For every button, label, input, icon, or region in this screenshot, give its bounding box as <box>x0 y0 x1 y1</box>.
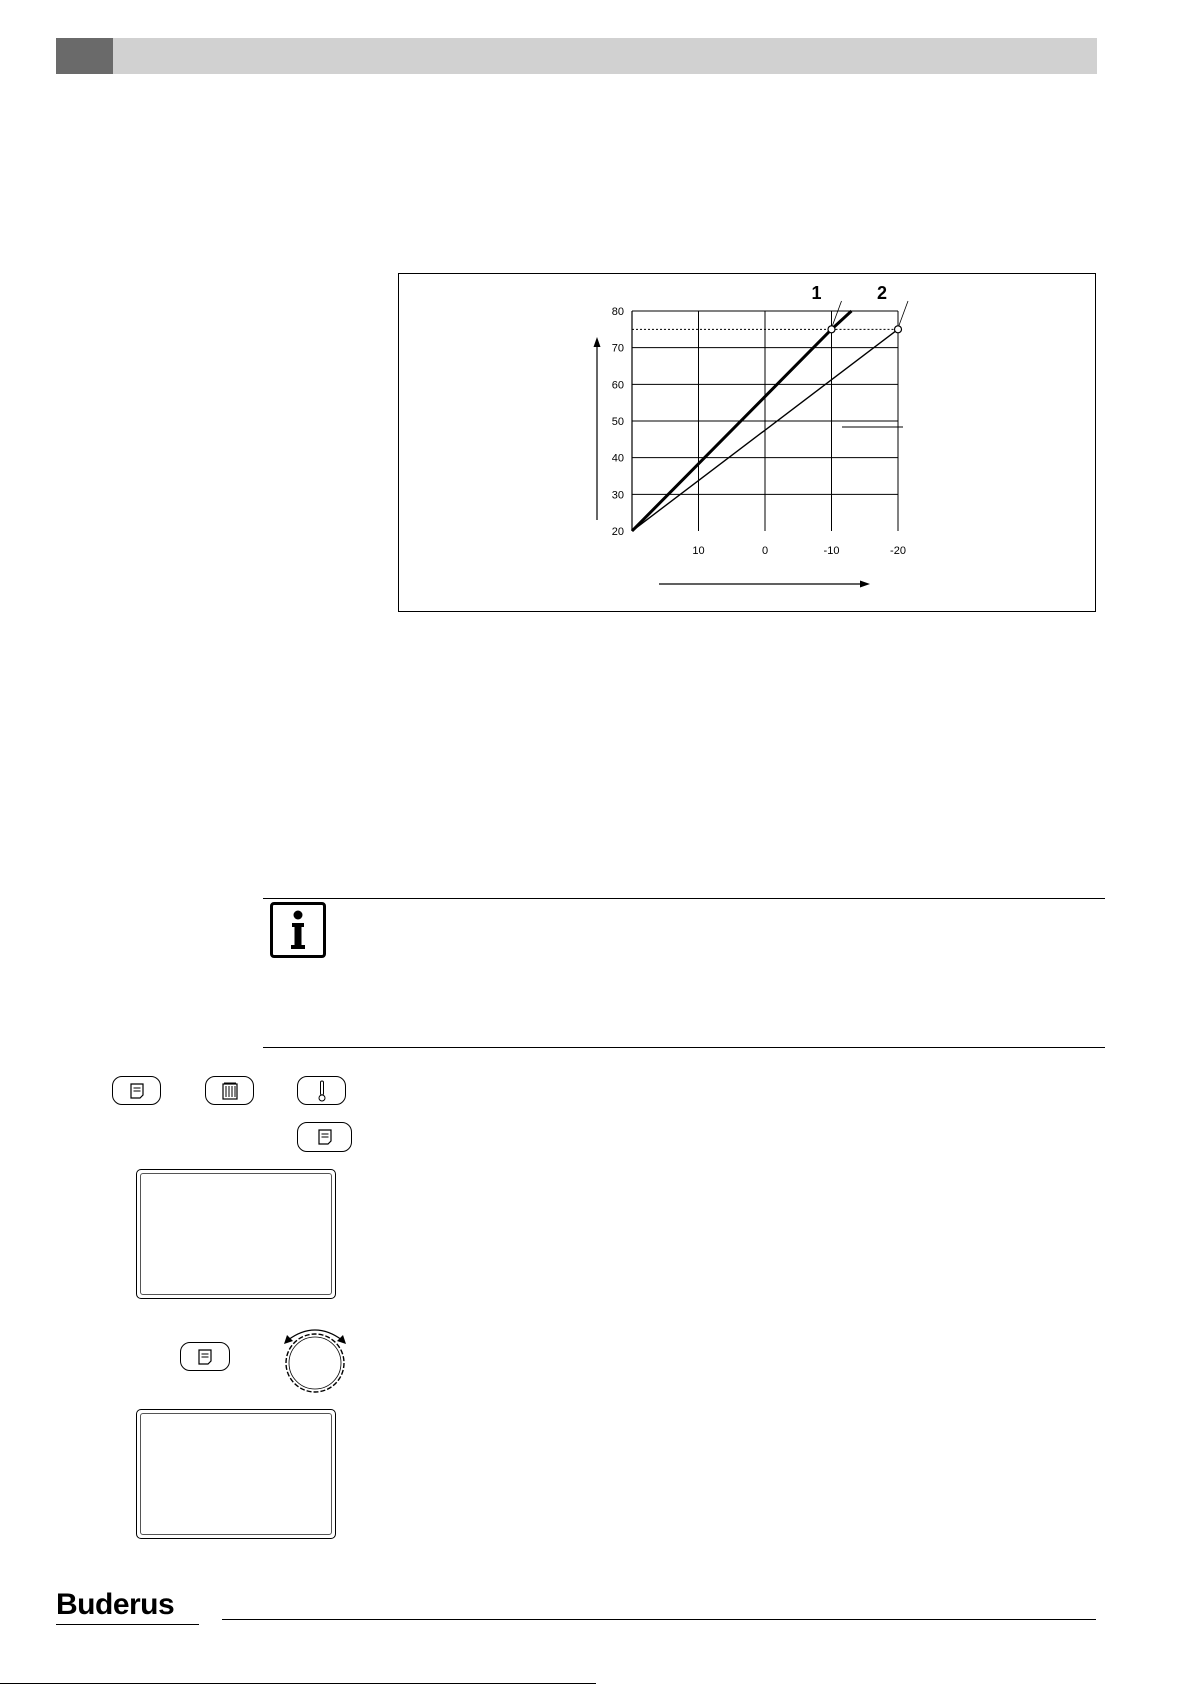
x-axis-arrowhead <box>860 581 870 588</box>
x-tick-label: 10 <box>692 545 705 557</box>
callout-label-1: 1 <box>811 283 822 303</box>
y-axis-arrowhead <box>594 337 601 347</box>
curve-point-1 <box>828 326 835 333</box>
logo-underline <box>56 1624 199 1625</box>
y-tick-label: 20 <box>611 526 624 538</box>
x-tick-label: -10 <box>823 545 840 557</box>
brand-logo: Buderus <box>56 1588 175 1621</box>
page-edge-rule <box>0 1683 596 1684</box>
y-tick-label: 70 <box>611 342 624 355</box>
info-top-rule <box>263 898 1105 899</box>
heating-circuit-key-icon[interactable] <box>205 1076 254 1105</box>
y-tick-label: 50 <box>611 416 624 428</box>
info-icon <box>270 902 326 958</box>
menu-key-icon[interactable] <box>112 1076 161 1105</box>
display-screen <box>136 1409 336 1539</box>
curve-point-2 <box>895 326 902 333</box>
x-tick-label: 0 <box>761 545 769 557</box>
rotary-knob-icon[interactable] <box>274 1326 354 1396</box>
y-tick-label: 60 <box>611 379 624 392</box>
y-tick-label: 80 <box>611 306 624 318</box>
footer-rule <box>222 1619 1096 1620</box>
temperature-key-icon[interactable] <box>297 1076 346 1105</box>
info-bottom-rule <box>263 1047 1105 1048</box>
callout-leader-2 <box>899 301 908 325</box>
callout-label-2: 2 <box>877 283 888 303</box>
y-tick-label: 40 <box>611 452 624 465</box>
menu-key-icon[interactable] <box>297 1122 352 1152</box>
x-tick-label: -20 <box>890 545 906 557</box>
menu-key-icon[interactable] <box>180 1342 230 1371</box>
chart-annotations <box>594 337 904 588</box>
y-tick-label: 30 <box>611 489 624 502</box>
display-screen <box>136 1169 336 1299</box>
